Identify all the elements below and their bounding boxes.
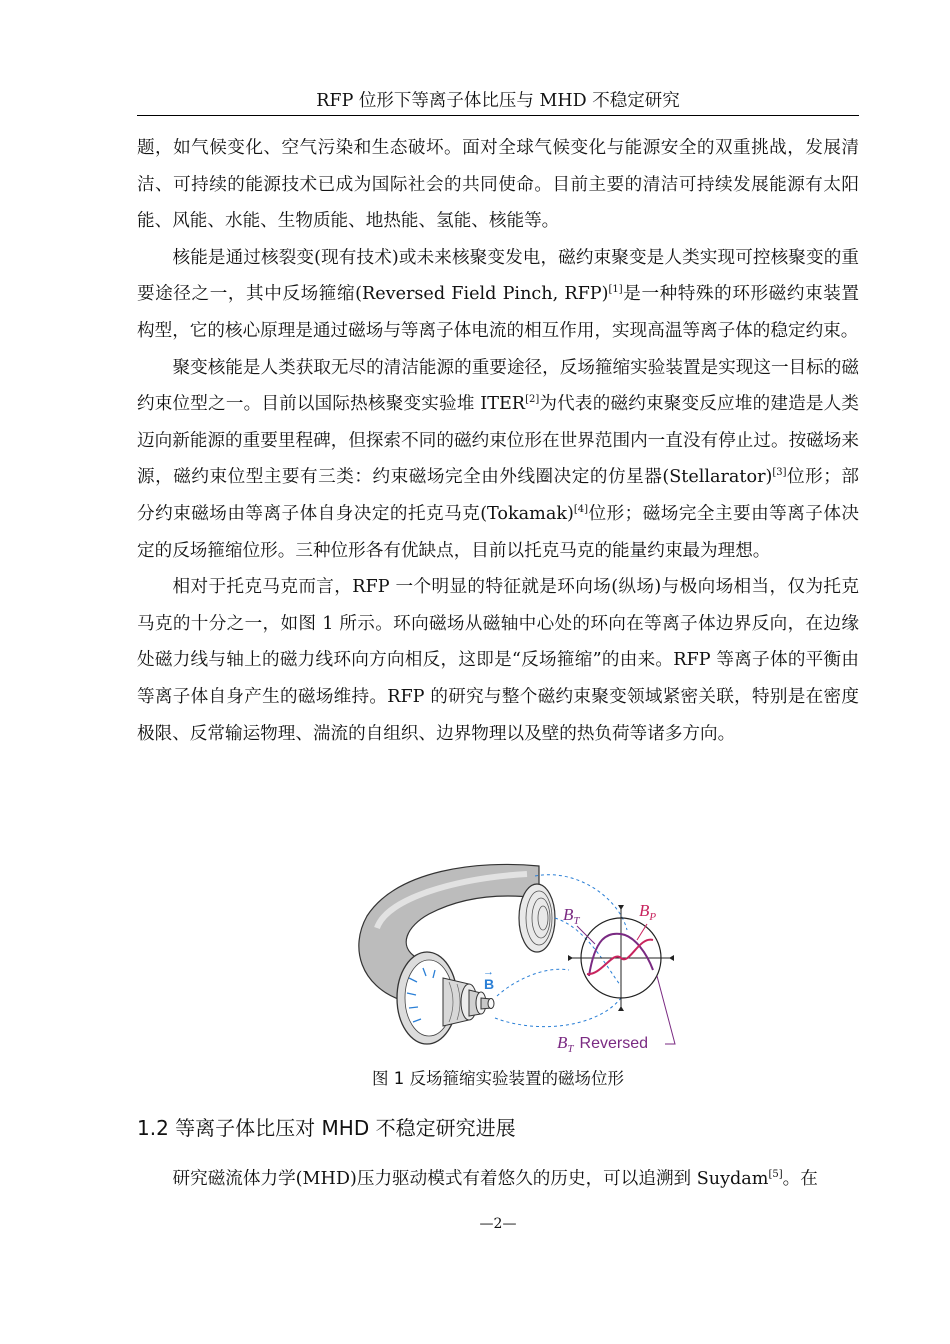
citation-1[interactable]: [1] (608, 284, 623, 296)
bp-curve (587, 940, 653, 974)
body-text (137, 130, 859, 752)
paragraph-3-text-c: 位形；部分约束磁场由等离子体自身决定的托克马克(Tokamak) (137, 467, 859, 524)
paragraph-3-text-a: 聚变核能是人类获取无尽的清洁能源的重要途径，反场箍缩实验装置是实现这一目标的磁约束位型之一。目前以国际热核聚变实验堆 ITER (137, 357, 859, 415)
running-header: RFP 位形下等离子体比压与 MHD 不稳定研究 (137, 88, 859, 116)
torus-illustration (359, 864, 555, 1044)
section-heading: 1.2 等离子体比压对 MHD 不稳定研究进展 (137, 1116, 516, 1140)
figure-caption: 图 1 反场箍缩实验装置的磁场位形 (372, 1069, 624, 1088)
paragraph-1: 题，如气候变化、空气污染和生态破坏。面对全球气候变化与能源安全的双重挑战，发展清洁、可持续的能源技术已成为国际社会的共同使命。目前主要的清洁可持续发展能源有太阳能、风能、水能、生物质能、地热能、氢能、核能等。 (137, 138, 859, 232)
citation-5[interactable]: [5] (768, 1169, 783, 1180)
citation-4[interactable]: [4] (573, 503, 589, 515)
citation-3[interactable]: [3] (772, 467, 787, 479)
page-number: —2— (479, 1216, 517, 1232)
paragraph-5-text-a: 研究磁流体力学(MHD)压力驱动模式有着悠久的历史，可以追溯到 Suydam (172, 1169, 769, 1189)
b-vector-label: B (484, 976, 495, 992)
rfp-field-figure (357, 858, 677, 1060)
reversed-label: $B_T$ Reversed (557, 1033, 648, 1055)
paragraph-2-text-b: 是一种特殊的环形磁约束装置构型，它的核心原理是通过磁场与等离子体电流的相互作用，实现高温等离子体的稳定约束。 (137, 284, 859, 341)
paragraph-3-text-d: 位形；磁场完全主要由等离子体决定的反场箍缩位形。三种位形各有优缺点，目前以托克马克的能量约束最为理想。 (137, 503, 859, 561)
citation-2[interactable]: [2] (525, 394, 540, 406)
bt-label: $B_T$ (563, 905, 580, 927)
field-profile-diagram (568, 905, 674, 1011)
paragraph-3-text-b: 为代表的磁约束聚变反应堆的建造是人类迈向新能源的重要里程碑，但探索不同的磁约束位形在世界范围内一直没有停止过。按磁场来源，磁约束位型主要有三类：约束磁场完全由外线圈决定的仿星器(Stellarator) (137, 394, 859, 488)
paragraph-5-text-b: 。在 (782, 1169, 818, 1189)
bp-label: $B_P$ (639, 901, 657, 923)
paragraph-3 (137, 350, 859, 570)
paragraph-5 (137, 1161, 859, 1197)
b-vector-arrow: → (483, 966, 494, 978)
paragraph-2 (137, 240, 859, 350)
paragraph-2-text-a: 核能是通过核裂变(现有技术)或未来核聚变发电，磁约束聚变是人类实现可控核聚变的重要途径之一，其中反场箍缩(Reversed Field Pinch, RFP) (137, 247, 859, 305)
paragraph-4: 相对于托克马克而言，RFP 一个明显的特征就是环向场(纵场)与极向场相当，仅为托克马克的十分之一，如图 1 所示。环向磁场从磁轴中心处的环向在等离子体边界反向，在边缘处磁力线与轴上的磁力线环向方向相反，这即是“反场箍缩”的由来。RFP 等离子体的平衡由等离子体自身产生的磁场维持。RFP 的研究与整个磁约束聚变领域紧密关联，特别是在密度极限、反常输运物理、湍流的自组织、边界物理以及壁的热负荷等诸多方向。 (137, 577, 859, 744)
